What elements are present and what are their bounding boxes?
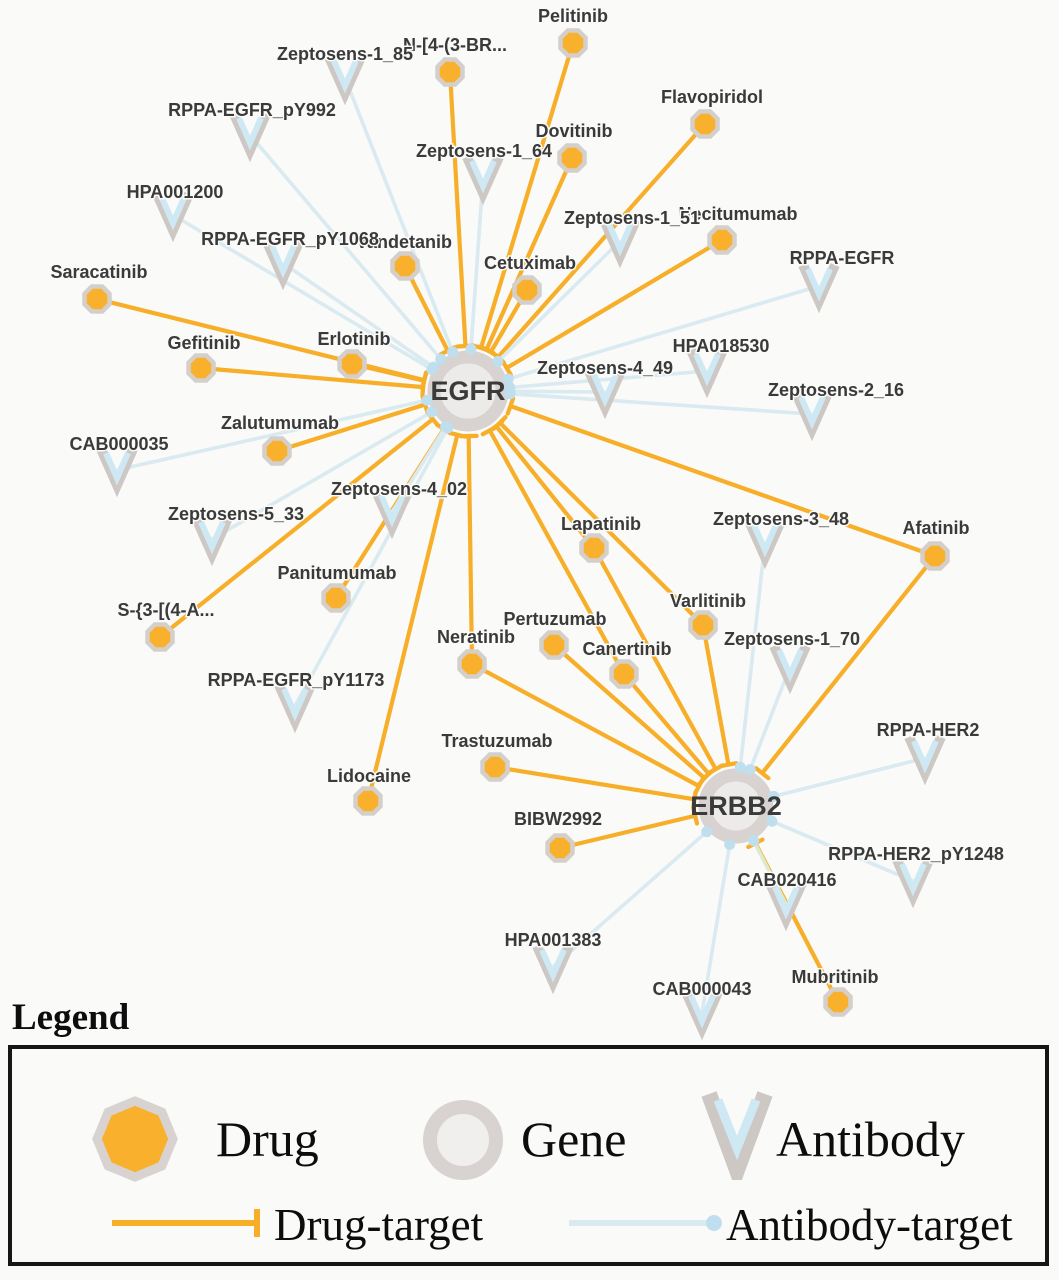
drug-node-vandetanib (393, 254, 418, 279)
drug-target-tee-afatinib (508, 398, 513, 413)
drug-target-legend-line (107, 1206, 272, 1240)
antibody-target-legend-label: Antibody-target (726, 1200, 1013, 1250)
label-rppa-her2-py1248: RPPA-HER2_pY1248 (828, 844, 1004, 864)
antibody-target-edge-zeptosens-1-64-egfr (471, 178, 483, 349)
drug-node-afatinib (923, 544, 948, 569)
label-lidocaine: Lidocaine (326, 766, 412, 786)
drug-node-erlotinib (340, 352, 365, 377)
label-rppa-egfr-py1173: RPPA-EGFR_pY1173 (207, 670, 385, 690)
drug-legend-icon (92, 1096, 178, 1182)
antibody-target-dot-zeptosens-5-33 (426, 407, 437, 418)
antibody-legend-icon (698, 1084, 776, 1180)
antibody-target-dot-rppa-egfr-py1068 (428, 362, 439, 373)
drug-node-trastuzumab (483, 755, 508, 780)
antibody-target-edge-zeptosens-3-48-erbb2 (740, 542, 765, 767)
drug-node-zalutumumab (265, 439, 290, 464)
drug-node-flavopiridol (693, 112, 718, 137)
drug-node-bibw2992 (548, 836, 573, 861)
drug-node-s-3-4-a (148, 625, 173, 650)
drug-node-lapatinib (582, 536, 607, 561)
label-n-4-3-br: N-[4-(3-BR... (403, 35, 507, 55)
label-zeptosens-4-49: Zeptosens-4_49 (536, 358, 674, 378)
label-pertuzumab: Pertuzumab (503, 609, 607, 629)
antibody-target-dot-zeptosens-1-64 (465, 344, 476, 355)
antibody-target-dot-zeptosens-1-70 (745, 764, 756, 775)
drug-node-varlitinib (691, 613, 716, 638)
label-hpa001200: HPA001200 (126, 182, 224, 202)
drug-target-legend-label: Drug-target (274, 1200, 484, 1250)
label-dovitinib: Dovitinib (535, 121, 613, 141)
antibody-target-dot-cab020416 (748, 835, 759, 846)
drug-node-canertinib (612, 662, 637, 687)
drug-node-necitumumab (710, 228, 735, 253)
label-mubritinib: Mubritinib (791, 967, 879, 987)
label-vandetanib: Vandetanib (355, 232, 453, 252)
drug-node-neratinib (460, 652, 485, 677)
antibody-target-dot-cab000043 (724, 839, 735, 850)
gene-legend-label: Gene (521, 1111, 627, 1167)
label-canertinib: Canertinib (582, 639, 672, 659)
antibody-target-edge-rppa-her2-erbb2 (774, 758, 925, 796)
drug-node-n-4-3-br (438, 60, 463, 85)
label-saracatinib: Saracatinib (50, 262, 148, 282)
drug-node-dovitinib (560, 146, 585, 171)
legend-title: Legend (12, 997, 130, 1038)
label-hpa001383: HPA001383 (504, 930, 602, 950)
label-afatinib: Afatinib (902, 518, 970, 538)
antibody-target-dot-zeptosens-1-51 (492, 356, 503, 367)
label-flavopiridol: Flavopiridol (660, 87, 764, 107)
gene-label-egfr: EGFR (430, 376, 506, 406)
label-cetuximab: Cetuximab (483, 253, 577, 273)
antibody-target-dot-zeptosens-2-16 (504, 388, 515, 399)
antibody-legend-label: Antibody (776, 1111, 965, 1167)
label-rppa-egfr: RPPA-EGFR (789, 248, 895, 268)
drug-target-edge-n-4-3-br-egfr (450, 72, 465, 346)
label-zeptosens-1-64: Zeptosens-1_64 (415, 141, 553, 161)
label-cab000043: CAB000043 (652, 979, 752, 999)
label-lapatinib: Lapatinib (561, 514, 641, 534)
drug-node-cetuximab (515, 278, 540, 303)
label-rppa-her2: RPPA-HER2 (876, 720, 980, 740)
antibody-target-edge-zeptosens-4-49-egfr (510, 391, 605, 392)
drug-legend-label: Drug (216, 1111, 319, 1167)
label-necitumumab: Necitumumab (678, 204, 798, 224)
gene-label-erbb2: ERBB2 (690, 791, 782, 821)
label-rppa-egfr-py1068: RPPA-EGFR_pY1068 (201, 229, 379, 249)
drug-node-lidocaine (356, 789, 381, 814)
label-zalutumumab: Zalutumumab (220, 413, 340, 433)
label-zeptosens-3-48: Zeptosens-3_48 (712, 509, 850, 529)
label-gefitinib: Gefitinib (167, 333, 241, 353)
label-zeptosens-2-16: Zeptosens-2_16 (767, 380, 905, 400)
label-pelitinib: Pelitinib (537, 6, 609, 26)
label-cab000035: CAB000035 (69, 434, 169, 454)
label-hpa018530: HPA018530 (672, 336, 770, 356)
label-zeptosens-4-02: Zeptosens-4_02 (330, 479, 468, 499)
drug-target-tee-erlotinib (422, 373, 426, 389)
drug-node-pelitinib (561, 31, 586, 56)
drug-node-saracatinib (85, 287, 110, 312)
drug-target-edge-canertinib-erbb2 (624, 674, 709, 774)
label-rppa-egfr-py992: RPPA-EGFR_pY992 (168, 100, 336, 120)
antibody-target-edge-zeptosens-2-16-egfr (510, 394, 812, 414)
antibody-target-legend-line (564, 1206, 729, 1240)
antibody-target-dot-zeptosens-3-48 (735, 762, 746, 773)
label-zeptosens-1-85: Zeptosens-1_85 (276, 44, 414, 64)
label-zeptosens-5-33: Zeptosens-5_33 (167, 504, 305, 524)
antibody-target-dot-zeptosens-1-85 (447, 346, 458, 357)
label-erlotinib: Erlotinib (317, 329, 391, 349)
drug-target-tee-varlitinib (721, 763, 737, 766)
label-trastuzumab: Trastuzumab (441, 731, 553, 751)
antibody-target-dot-hpa001383 (701, 826, 712, 837)
antibody-target-edge-zeptosens-1-70-erbb2 (750, 667, 790, 770)
drug-target-edge-trastuzumab-erbb2 (495, 767, 695, 799)
drug-node-gefitinib (189, 356, 214, 381)
drug-node-panitumumab (324, 586, 349, 611)
label-zeptosens-1-51: Zeptosens-1_51 (563, 208, 701, 228)
legend-box (8, 1045, 1049, 1266)
label-varlitinib: Varlitinib (669, 591, 747, 611)
label-bibw2992: BIBW2992 (513, 809, 603, 829)
label-zeptosens-1-70: Zeptosens-1_70 (723, 629, 861, 649)
label-neratinib: Neratinib (436, 627, 516, 647)
label-s-3-4-a: S-{3-[(4-A... (117, 600, 215, 620)
drug-node-mubritinib (826, 990, 851, 1015)
gene-legend-icon (417, 1094, 509, 1186)
label-cab020416: CAB020416 (737, 870, 837, 890)
drug-node-pertuzumab (542, 633, 567, 658)
antibody-target-dot-rppa-egfr-py1173 (442, 422, 453, 433)
label-panitumumab: Panitumumab (277, 563, 397, 583)
